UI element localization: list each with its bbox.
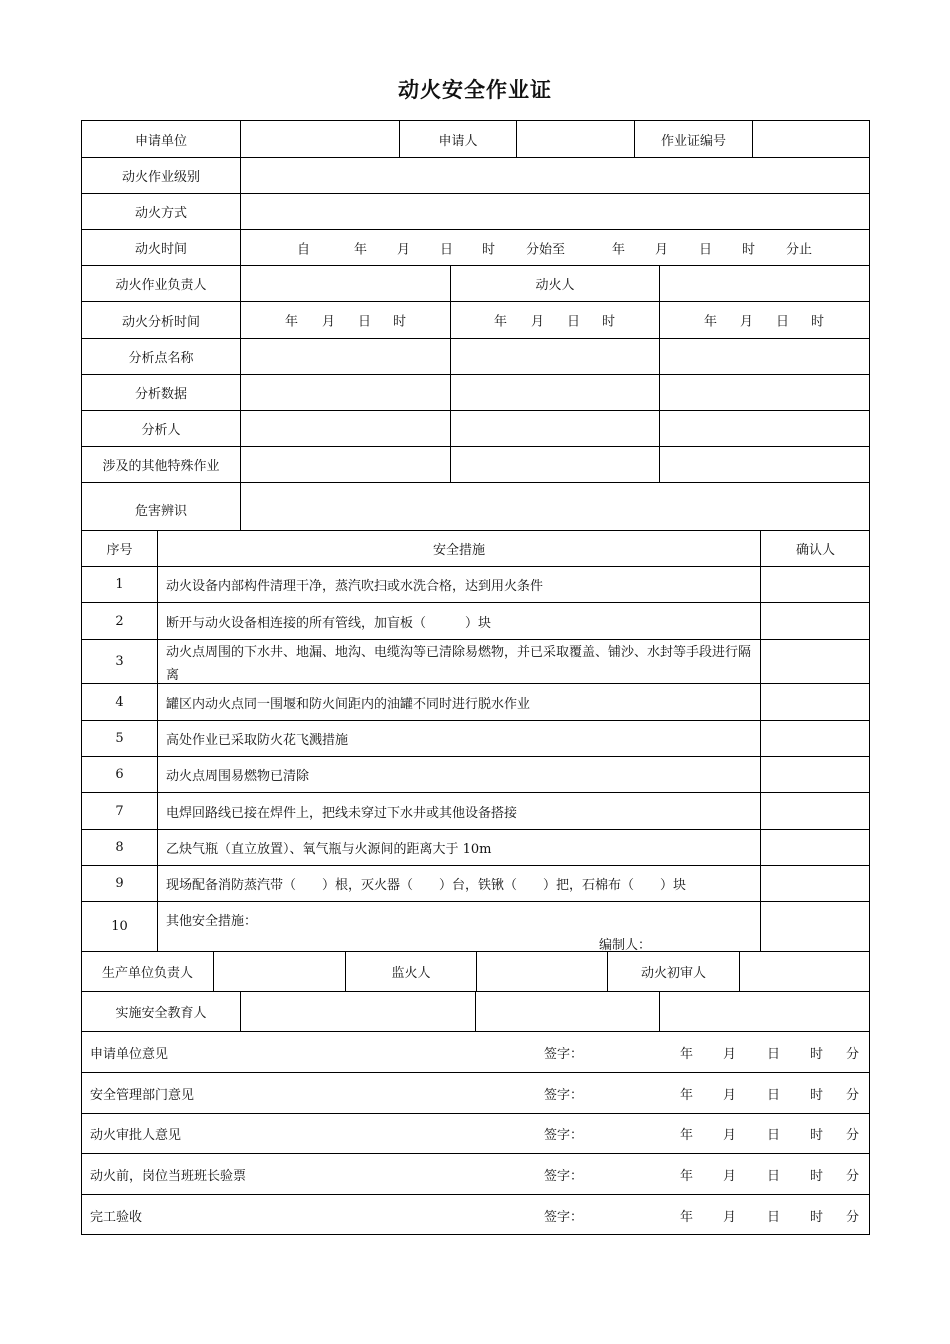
- measures-col-no: 序号: [82, 531, 158, 567]
- date-part: 日: [567, 314, 581, 330]
- measure-no: 4: [82, 684, 158, 721]
- measures-col-confirm: 确认人: [761, 531, 870, 567]
- dt-part: 时: [810, 1046, 824, 1062]
- time-part: 年: [612, 242, 626, 257]
- dt-part: 时: [810, 1128, 824, 1143]
- hazard-field[interactable]: [241, 483, 870, 531]
- prod-leader-field[interactable]: [214, 952, 346, 992]
- applicant-label: 申请人: [400, 121, 517, 158]
- date-part: 月: [531, 314, 545, 330]
- dt-part: 年: [680, 1128, 694, 1143]
- sign-label: 签字：: [544, 1046, 584, 1062]
- measure-text: 断开与动火设备相连接的所有管线，加盲板（ ）块: [158, 603, 761, 640]
- applicant-field[interactable]: [517, 121, 635, 158]
- date-part: 日: [776, 314, 790, 330]
- analysis-time-label: 动火分析时间: [82, 302, 241, 339]
- dt-part: 年: [680, 1087, 694, 1103]
- measure-text: 乙炔气瓶（直立放置）、氧气瓶与火源间的距离大于 10m: [158, 830, 761, 866]
- date-part: 日: [358, 314, 372, 330]
- special-work-label: 涉及的其他特殊作业: [82, 447, 241, 483]
- measure-no: 5: [82, 721, 158, 757]
- dt-part: 年: [680, 1168, 694, 1184]
- edu-field-3[interactable]: [660, 992, 870, 1032]
- analyst-field-2[interactable]: [451, 411, 660, 447]
- measure-text: 其他安全措施：: [166, 914, 258, 929]
- measure-no: 9: [82, 866, 158, 902]
- dt-part: 月: [723, 1168, 737, 1184]
- analysis-data-field-3[interactable]: [660, 375, 870, 411]
- measure-confirm-field[interactable]: [761, 757, 870, 793]
- opinion-label: 完工验收: [90, 1209, 143, 1225]
- applicant-unit-label: 申请单位: [82, 121, 241, 158]
- dt-part: 月: [723, 1209, 737, 1225]
- permit-no-label: 作业证编号: [635, 121, 753, 158]
- opinion-row-shift-leader[interactable]: [82, 1154, 870, 1195]
- analysis-time-field-2[interactable]: [451, 302, 660, 339]
- time-part: 月: [655, 242, 669, 257]
- time-part: 分始至: [526, 242, 566, 257]
- time-part: 年: [354, 242, 368, 257]
- dt-part: 分: [846, 1168, 860, 1184]
- first-reviewer-label: 动火初审人: [608, 952, 740, 992]
- time-part: 时: [482, 242, 496, 257]
- point-name-field-1[interactable]: [241, 339, 451, 375]
- opinion-row-safety-dept[interactable]: [82, 1073, 870, 1114]
- sign-label: 签字：: [544, 1087, 584, 1103]
- prod-leader-label: 生产单位负责人: [82, 952, 214, 992]
- dt-part: 分: [846, 1128, 860, 1143]
- point-name-field-3[interactable]: [660, 339, 870, 375]
- measure-no: 3: [82, 640, 158, 684]
- measure-confirm-field[interactable]: [761, 603, 870, 640]
- edu-label: 实施安全教育人: [82, 992, 241, 1032]
- measure-confirm-field[interactable]: [761, 902, 870, 952]
- measures-col-measure: 安全措施: [158, 531, 761, 567]
- level-label: 动火作业级别: [82, 158, 241, 194]
- dt-part: 时: [810, 1168, 824, 1184]
- dt-part: 年: [680, 1046, 694, 1062]
- dt-part: 日: [767, 1046, 781, 1062]
- permit-form: [81, 120, 870, 1235]
- dt-part: 日: [767, 1128, 781, 1143]
- measure-no: 6: [82, 757, 158, 793]
- dt-part: 分: [846, 1046, 860, 1062]
- time-part: 时: [742, 242, 756, 257]
- dt-part: 月: [723, 1046, 737, 1062]
- date-part: 月: [740, 314, 754, 330]
- measure-confirm-field[interactable]: [761, 640, 870, 684]
- time-field[interactable]: [241, 230, 870, 266]
- sign-label: 签字：: [544, 1209, 584, 1225]
- applicant-unit-field[interactable]: [241, 121, 400, 158]
- opinion-label: 动火前，岗位当班班长验票: [90, 1168, 247, 1184]
- analysis-time-field-1[interactable]: [241, 302, 451, 339]
- fire-watch-field[interactable]: [477, 952, 608, 992]
- dt-part: 分: [846, 1209, 860, 1225]
- special-work-field-3[interactable]: [660, 447, 870, 483]
- measure-no: 2: [82, 603, 158, 640]
- date-part: 时: [393, 314, 407, 330]
- time-part: 日: [699, 242, 713, 257]
- operator-field[interactable]: [660, 266, 870, 302]
- measure-no: 10: [82, 902, 158, 952]
- analyst-field-1[interactable]: [241, 411, 451, 447]
- operator-label: 动火人: [451, 266, 660, 302]
- dt-part: 月: [723, 1128, 737, 1143]
- dt-part: 分: [846, 1087, 860, 1103]
- dt-part: 年: [680, 1209, 694, 1225]
- measure-text: 动火设备内部构件清理干净，蒸汽吹扫或水洗合格，达到用火条件: [158, 567, 761, 603]
- time-label: 动火时间: [82, 230, 241, 266]
- leader-label: 动火作业负责人: [82, 266, 241, 302]
- compiler-label: 编制人：: [599, 938, 652, 952]
- level-field[interactable]: [241, 158, 870, 194]
- date-part: 时: [811, 314, 825, 330]
- special-work-field-1[interactable]: [241, 447, 451, 483]
- hazard-label: 危害辨识: [82, 483, 241, 531]
- time-part: 月: [397, 242, 411, 257]
- date-part: 年: [494, 314, 508, 330]
- measure-text: 动火点周围的下水井、地漏、地沟、电缆沟等已清除易燃物，并已采取覆盖、铺沙、水封等手段进行隔离: [158, 640, 761, 684]
- measure-other[interactable]: [158, 902, 761, 952]
- analysis-data-field-2[interactable]: [451, 375, 660, 411]
- sign-label: 签字：: [544, 1168, 584, 1184]
- analysis-data-field-1[interactable]: [241, 375, 451, 411]
- measure-no: 1: [82, 567, 158, 603]
- method-label: 动火方式: [82, 194, 241, 230]
- edu-field-2[interactable]: [476, 992, 660, 1032]
- first-reviewer-field[interactable]: [740, 952, 870, 992]
- edu-field-1[interactable]: [241, 992, 476, 1032]
- page-title: 动火安全作业证: [398, 78, 552, 102]
- measure-text: 电焊回路线已接在焊件上，把线未穿过下水井或其他设备搭接: [158, 793, 761, 830]
- measure-text: 现场配备消防蒸汽带（ ）根，灭火器（ ）台，铁锹（ ）把，石棉布（ ）块: [158, 866, 761, 902]
- measure-confirm-field[interactable]: [761, 684, 870, 721]
- opinion-label: 安全管理部门意见: [90, 1087, 195, 1103]
- dt-part: 日: [767, 1209, 781, 1225]
- measure-confirm-field[interactable]: [761, 830, 870, 866]
- analyst-label: 分析人: [82, 411, 241, 447]
- permit-no-field[interactable]: [753, 121, 870, 158]
- method-field[interactable]: [241, 194, 870, 230]
- opinion-row-completion[interactable]: [82, 1195, 870, 1235]
- time-part: 分止: [786, 242, 813, 257]
- date-part: 年: [704, 314, 718, 330]
- analysis-data-label: 分析数据: [82, 375, 241, 411]
- dt-part: 时: [810, 1209, 824, 1225]
- measure-text: 高处作业已采取防火花飞溅措施: [158, 721, 761, 757]
- measure-confirm-field[interactable]: [761, 567, 870, 603]
- measure-confirm-field[interactable]: [761, 866, 870, 902]
- special-work-field-2[interactable]: [451, 447, 660, 483]
- analysis-time-field-3[interactable]: [660, 302, 870, 339]
- date-part: 时: [602, 314, 616, 330]
- time-part: 自: [297, 242, 311, 257]
- point-name-field-2[interactable]: [451, 339, 660, 375]
- measure-confirm-field[interactable]: [761, 721, 870, 757]
- opinion-label: 申请单位意见: [90, 1046, 169, 1062]
- dt-part: 时: [810, 1087, 824, 1103]
- analyst-field-3[interactable]: [660, 411, 870, 447]
- opinion-row-approver[interactable]: [82, 1114, 870, 1154]
- measure-text: 罐区内动火点同一围堰和防火间距内的油罐不同时进行脱水作业: [158, 684, 761, 721]
- measure-no: 7: [82, 793, 158, 830]
- sign-label: 签字：: [544, 1128, 584, 1143]
- dt-part: 日: [767, 1168, 781, 1184]
- point-name-label: 分析点名称: [82, 339, 241, 375]
- measure-confirm-field[interactable]: [761, 793, 870, 830]
- time-part: 日: [440, 242, 454, 257]
- leader-field[interactable]: [241, 266, 451, 302]
- opinion-label: 动火审批人意见: [90, 1128, 182, 1143]
- dt-part: 月: [723, 1087, 737, 1103]
- measure-text: 动火点周围易燃物已清除: [158, 757, 761, 793]
- opinion-row-applicant[interactable]: [82, 1032, 870, 1073]
- dt-part: 日: [767, 1087, 781, 1103]
- date-part: 月: [322, 314, 336, 330]
- fire-watch-label: 监火人: [346, 952, 477, 992]
- date-part: 年: [285, 314, 299, 330]
- measure-no: 8: [82, 830, 158, 866]
